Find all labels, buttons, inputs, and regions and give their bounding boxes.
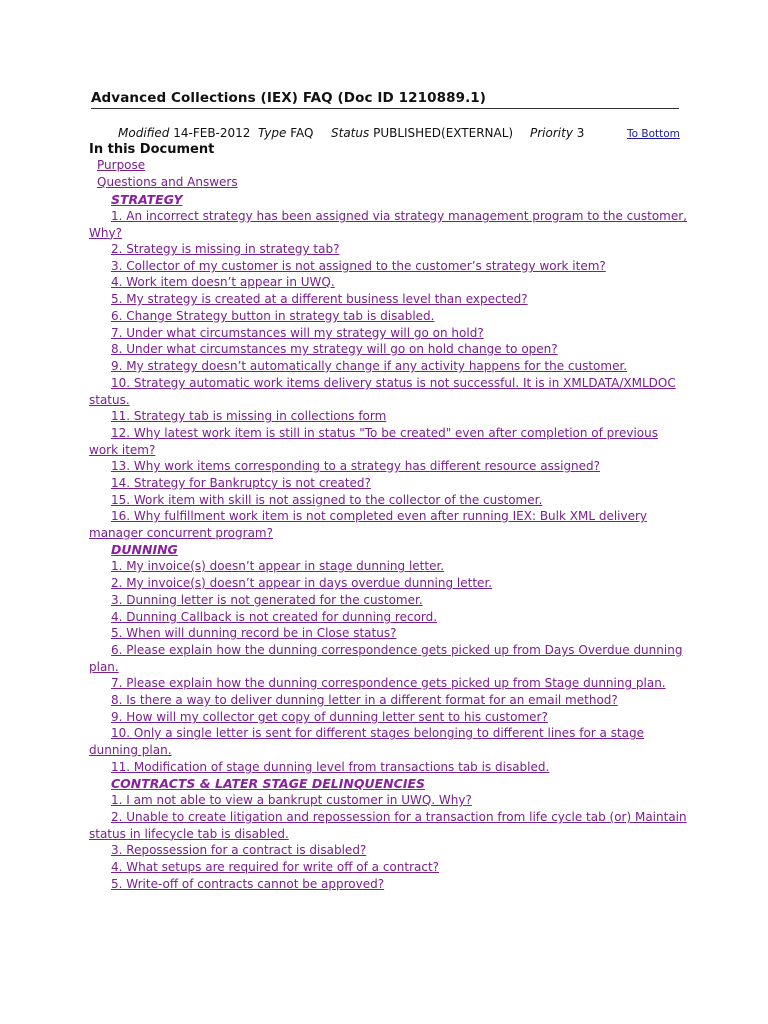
dunning-question[interactable]: 2. My invoice(s) doesn’t appear in days overdue dunning letter. bbox=[111, 576, 493, 590]
dunning-question[interactable]: 5. When will dunning record be in Close status? bbox=[111, 626, 397, 640]
strategy-question[interactable]: 13. Why work items corresponding to a strategy has different resource assigned? bbox=[111, 459, 601, 473]
priority-value: 3 bbox=[576, 126, 585, 140]
toc-heading: In this Document bbox=[89, 142, 215, 157]
dunning-question[interactable]: 10. Only a single letter is sent for different stages belonging to different lines for a stage dunning plan. bbox=[89, 726, 645, 757]
strategy-question[interactable]: 6. Change Strategy button in strategy tab is disabled. bbox=[111, 309, 435, 323]
title-divider bbox=[91, 108, 679, 109]
status-info bbox=[331, 126, 513, 140]
strategy-question[interactable]: 1. An incorrect strategy has been assigned via strategy management program to the customer, Why? bbox=[89, 209, 687, 240]
status-value: PUBLISHED(EXTERNAL) bbox=[373, 126, 514, 140]
priority-label: Priority bbox=[530, 126, 573, 140]
dunning-question[interactable]: 1. My invoice(s) doesn’t appear in stage dunning letter. bbox=[111, 559, 445, 573]
contracts-question[interactable]: 5. Write-off of contracts cannot be approved? bbox=[111, 877, 385, 891]
dunning-question[interactable]: 9. How will my collector get copy of dunning letter sent to his customer? bbox=[111, 710, 548, 724]
section-contracts[interactable]: CONTRACTS & LATER STAGE DELINQUENCIES bbox=[111, 776, 426, 791]
type-info bbox=[258, 126, 313, 140]
strategy-question[interactable]: 4. Work item doesn’t appear in UWQ. bbox=[111, 275, 335, 289]
to-bottom-link[interactable]: To Bottom bbox=[627, 128, 680, 140]
status-label: Status bbox=[331, 126, 370, 140]
strategy-question[interactable]: 2. Strategy is missing in strategy tab? bbox=[111, 242, 340, 256]
document-title: Advanced Collections (IEX) FAQ (Doc ID 1210889.1) bbox=[91, 90, 487, 106]
strategy-question[interactable]: 12. Why latest work item is still in status "To be created" even after completion of previous work item? bbox=[89, 426, 658, 457]
strategy-question[interactable]: 3. Collector of my customer is not assigned to the customer’s strategy work item? bbox=[111, 259, 606, 273]
dunning-question[interactable]: 11. Modification of stage dunning level from transactions tab is disabled. bbox=[111, 760, 550, 774]
dunning-question[interactable]: 4. Dunning Callback is not created for dunning record. bbox=[111, 610, 438, 624]
strategy-question[interactable]: 14. Strategy for Bankruptcy is not created? bbox=[111, 476, 371, 490]
type-value: FAQ bbox=[290, 126, 314, 140]
priority-info bbox=[530, 126, 584, 140]
strategy-question[interactable]: 5. My strategy is created at a different business level than expected? bbox=[111, 292, 528, 306]
strategy-question[interactable]: 10. Strategy automatic work items delivery status is not successful. It is in XMLDATA/XMLDOC status. bbox=[89, 376, 676, 407]
strategy-question[interactable]: 7. Under what circumstances will my strategy will go on hold? bbox=[111, 326, 484, 340]
contracts-question[interactable]: 3. Repossession for a contract is disabled? bbox=[111, 843, 367, 857]
dunning-question[interactable]: 3. Dunning letter is not generated for the customer. bbox=[111, 593, 423, 607]
contracts-question[interactable]: 1. I am not able to view a bankrupt customer in UWQ. Why? bbox=[111, 793, 472, 807]
dunning-question[interactable]: 7. Please explain how the dunning correspondence gets picked up from Stage dunning plan. bbox=[111, 676, 666, 690]
toc-link-questions-answers[interactable]: Questions and Answers bbox=[97, 175, 238, 189]
type-label: Type bbox=[258, 126, 287, 140]
modified-label: Modified bbox=[118, 126, 170, 140]
strategy-question[interactable]: 8. Under what circumstances my strategy will go on hold change to open? bbox=[111, 342, 558, 356]
contracts-question[interactable]: 4. What setups are required for write off of a contract? bbox=[111, 860, 440, 874]
section-dunning[interactable]: DUNNING bbox=[111, 542, 178, 557]
strategy-question[interactable]: 9. My strategy doesn’t automatically change if any activity happens for the customer. bbox=[111, 359, 628, 373]
strategy-question[interactable]: 11. Strategy tab is missing in collections form bbox=[111, 409, 387, 423]
dunning-question[interactable]: 6. Please explain how the dunning correspondence gets picked up from Days Overdue dunning plan. bbox=[89, 643, 683, 674]
strategy-question[interactable]: 16. Why fulfillment work item is not completed even after running IEX: Bulk XML delivery manager concurrent program? bbox=[89, 509, 648, 540]
strategy-question[interactable]: 15. Work item with skill is not assigned to the collector of the customer. bbox=[111, 493, 543, 507]
contracts-question[interactable]: 2. Unable to create litigation and repossession for a transaction from life cycle tab (or) Maintain status in lifecycle tab is disabled. bbox=[89, 810, 687, 841]
modified-value: 14-FEB-2012 bbox=[173, 126, 251, 140]
dunning-question[interactable]: 8. Is there a way to deliver dunning letter in a different format for an email method? bbox=[111, 693, 618, 707]
section-strategy[interactable]: STRATEGY bbox=[111, 192, 183, 207]
modified-info bbox=[118, 126, 250, 140]
toc-link-purpose[interactable]: Purpose bbox=[97, 158, 146, 172]
